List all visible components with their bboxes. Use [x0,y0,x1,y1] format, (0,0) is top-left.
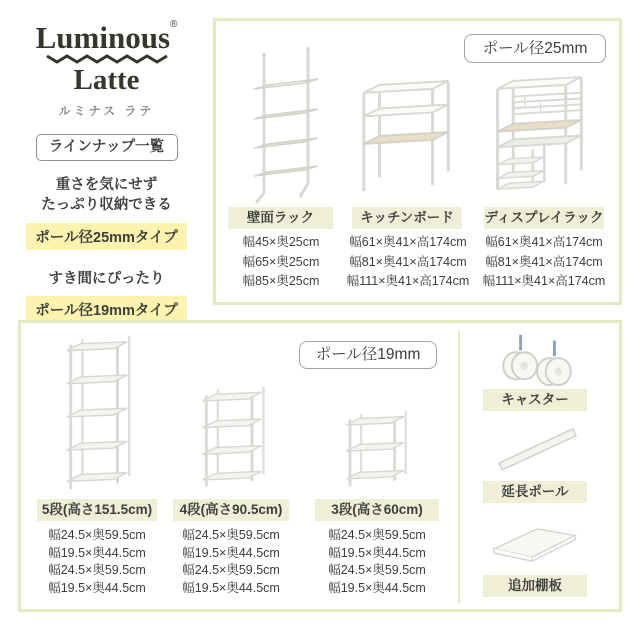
size-list-display-rack [478,233,610,292]
size-line: 幅81×奥41×高174cm [349,254,467,269]
size-line: 幅111×奥41×高174cm [482,274,606,288]
size-line: 幅45×奥25cm [242,235,320,249]
size-line: 幅24.5×奥59.5cm [48,528,146,542]
extra-shelf-image [479,519,591,567]
size-line: 幅111×奥41×高174cm [346,274,470,288]
blurb-19mm: すき間にぴったり [48,271,165,287]
pole-19mm-badge: ポール径19mm [299,341,437,369]
shelf-3tier-image [337,409,415,493]
size-line: 幅24.5×奥59.5cm [48,563,146,577]
accessory-name-extension-pole: 延長ポール [483,481,587,503]
type-19mm-label: ポール径19mmタイプ [26,296,186,323]
size-line: 幅61×奥41×高174cm [485,235,603,249]
size-list-wall-rack [222,233,340,292]
brand-kana: ルミナス ラテ [58,104,155,118]
registered-mark: ® [170,19,178,30]
size-line: 幅65×奥25cm [242,254,320,269]
kitchen-board-image [350,75,460,197]
blurb-25mm [41,175,172,215]
product-name-5tier: 5段(高さ151.5cm) [37,499,157,521]
accessory-name-extra-shelf: 追加棚板 [483,575,587,597]
shelf-5tier-image [57,335,139,495]
casters-image [493,331,583,387]
size-line: 幅61×奥41×高174cm [349,235,467,249]
brand-logo [35,19,178,118]
product-name-3tier: 3段(高さ60cm) [315,499,439,521]
size-line: 幅19.5×奥44.5cm [328,545,426,560]
product-name-kitchen-board: キッチンボード [352,207,462,229]
shelf-4tier-image [193,385,273,493]
section-pole-19mm [18,320,622,612]
size-line: 幅19.5×奥44.5cm [48,580,146,595]
section-pole-25mm [213,18,622,305]
product-name-wall-rack: 壁面ラック [228,207,333,229]
size-list-kitchen-board [344,233,472,292]
brand-subname: Latte [73,64,140,96]
size-list-3tier [311,527,443,597]
vertical-divider [458,331,460,603]
size-line: 幅19.5×奥44.5cm [182,545,280,560]
size-line: 幅19.5×奥44.5cm [182,580,280,595]
size-line: 幅19.5×奥44.5cm [48,545,146,560]
size-line: 幅19.5×奥44.5cm [328,580,426,595]
display-rack-image [482,73,594,198]
product-name-4tier: 4段(高さ90.5cm) [173,499,289,521]
blurb-25mm-line1: 重さを気にせず [55,177,158,193]
size-list-5tier [31,527,163,597]
size-line: 幅81×奥41×高174cm [485,254,603,269]
brand-name: Luminous® [35,19,178,55]
pole-25mm-badge: ポール径25mm [464,34,606,63]
extension-pole-image [489,421,589,473]
accessory-name-casters: キャスター [483,389,587,411]
blurb-25mm-line2: たっぷり収納できる [41,197,172,213]
type-25mm-label: ポール径25mmタイプ [26,223,186,250]
size-line: 幅85×奥25cm [242,274,320,288]
size-line: 幅24.5×奥59.5cm [182,528,280,542]
sidebar [0,0,213,320]
size-line: 幅24.5×奥59.5cm [182,563,280,577]
size-line: 幅24.5×奥59.5cm [328,563,426,577]
product-name-display-rack: ディスプレイラック [484,207,604,229]
size-list-4tier [169,527,293,597]
wall-rack-image [234,45,334,205]
lineup-heading: ラインナップ一覧 [36,134,178,161]
size-line: 幅24.5×奥59.5cm [328,528,426,542]
